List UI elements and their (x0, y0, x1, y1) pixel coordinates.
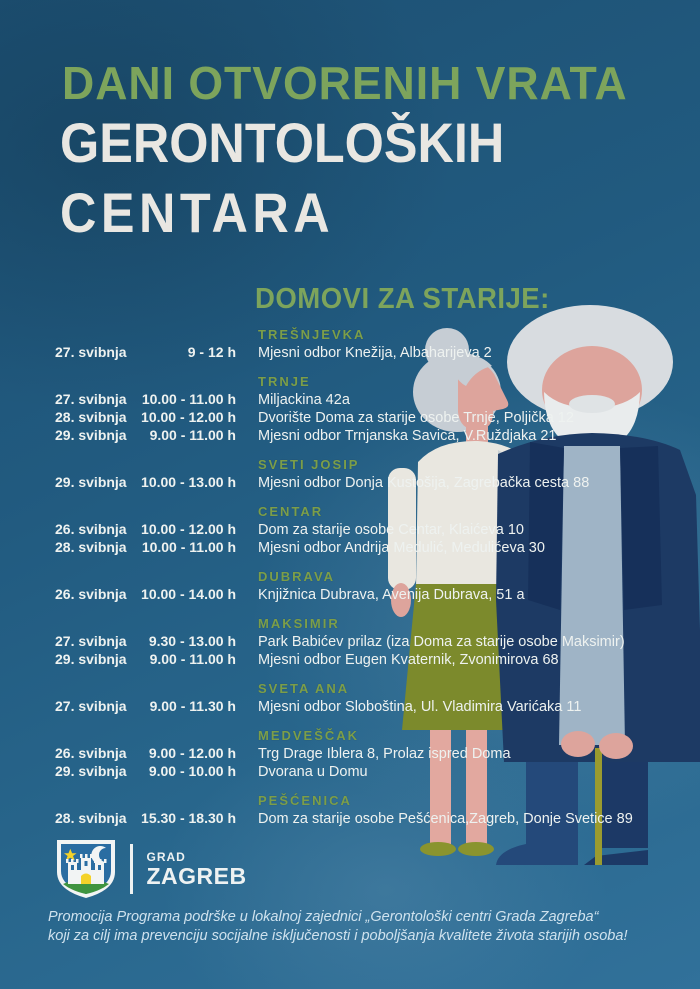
city-logo (55, 838, 247, 900)
event-row (55, 474, 680, 492)
district-header-row (55, 503, 680, 521)
event-time: 9.00 - 10.00 h (148, 763, 236, 779)
event-location: Dom za starije osobe Pešćenica,Zagreb, Donje Svetice 89 (258, 811, 633, 827)
event-date: 27. svibnja (55, 633, 127, 649)
poster-title-line1: DANI OTVORENIH VRATA (62, 57, 628, 109)
event-datetime (55, 539, 258, 556)
footer-line2: koji za cilj ima prevenciju socijalne isključenosti i poboljšanja kvalitete života starijih osoba! (48, 928, 628, 944)
footer-line1: Promocija Programa podrške u lokalnoj zajednici „Gerontološki centri Grada Zagreba“ (48, 909, 599, 925)
event-time: 9.00 - 11.00 h (149, 651, 236, 667)
event-location: Dvorana u Domu (258, 764, 368, 780)
event-date: 28. svibnja (55, 539, 127, 555)
event-row (55, 586, 680, 604)
event-location: Trg Drage Iblera 8, Prolaz ispred Doma (258, 746, 511, 762)
schedule-group (55, 680, 680, 716)
event-datetime (55, 427, 258, 444)
district-header-row (55, 456, 680, 474)
event-datetime (55, 344, 258, 361)
event-location: Mjesni odbor Donja Kustošija, Zagrebačka cesta 88 (258, 475, 590, 491)
district-header-row (55, 373, 680, 391)
event-time: 10.00 - 14.00 h (141, 586, 236, 602)
event-row (55, 745, 680, 763)
event-location: Mjesni odbor Sloboština, Ul. Vladimira Varićaka 11 (258, 699, 582, 715)
event-time: 9.00 - 11.30 h (149, 698, 236, 714)
event-time: 9.00 - 11.00 h (149, 427, 236, 443)
logo-grad-label: GRAD (146, 850, 186, 864)
event-location: Mjesni odbor Knežija, Albaharijeva 2 (258, 345, 492, 361)
district-header-row (55, 680, 680, 698)
event-row (55, 651, 680, 669)
event-location: Mjesni odbor Eugen Kvaternik, Zvonimirova 68 (258, 652, 559, 668)
schedule-group (55, 727, 680, 781)
event-row (55, 344, 680, 362)
schedule-group (55, 568, 680, 604)
event-location: Park Babićev prilaz (iza Doma za starije osobe Maksimir) (258, 634, 625, 650)
district-header-row (55, 326, 680, 344)
event-time: 10.00 - 11.00 h (141, 391, 236, 407)
footer-text (48, 908, 678, 946)
event-row (55, 698, 680, 716)
district-heading: MAKSIMIR (258, 616, 340, 631)
event-time: 10.00 - 12.00 h (141, 409, 236, 425)
event-row (55, 810, 680, 828)
event-location: Dvorište Doma za starije osobe Trnje, Poljička 12 (258, 410, 574, 426)
event-date: 29. svibnja (55, 427, 127, 443)
district-heading: TREŠNJEVKA (258, 327, 366, 342)
event-datetime (55, 633, 258, 650)
event-date: 27. svibnja (55, 391, 127, 407)
event-date: 26. svibnja (55, 745, 127, 761)
event-row (55, 391, 680, 409)
poster-title-line2: GERONTOLOŠKIH (60, 111, 505, 174)
event-date: 26. svibnja (55, 521, 127, 537)
event-row (55, 427, 680, 445)
event-location: Mjesni odbor Trnjanska Savica, V.Ruždjaka 21 (258, 428, 557, 444)
event-datetime (55, 651, 258, 668)
schedule (55, 326, 680, 839)
event-datetime (55, 391, 258, 408)
schedule-group (55, 503, 680, 557)
schedule-group (55, 615, 680, 669)
event-row (55, 521, 680, 539)
event-location: Mjesni odbor Andrija Medulić, Medulićeva 30 (258, 540, 545, 556)
event-date: 27. svibnja (55, 698, 127, 714)
event-date: 28. svibnja (55, 810, 127, 826)
event-date: 29. svibnja (55, 651, 127, 667)
event-datetime (55, 763, 258, 780)
event-row (55, 633, 680, 651)
district-heading: TRNJE (258, 374, 311, 389)
event-datetime (55, 586, 258, 603)
event-location: Knjižnica Dubrava, Avenija Dubrava, 51 a (258, 587, 525, 603)
schedule-group (55, 792, 680, 828)
district-header-row (55, 615, 680, 633)
poster-subtitle: DOMOVI ZA STARIJE: (255, 283, 550, 315)
district-header-row (55, 792, 680, 810)
district-heading: SVETI JOSIP (258, 457, 360, 472)
district-header-row (55, 568, 680, 586)
poster-title-line3: CENTARA (60, 181, 335, 244)
event-time: 9.00 - 12.00 h (148, 745, 236, 761)
district-heading: SVETA ANA (258, 681, 350, 696)
event-location: Dom za starije osobe Centar, Klaićeva 10 (258, 522, 524, 538)
district-heading: MEDVEŠČAK (258, 728, 360, 743)
event-time: 10.00 - 13.00 h (141, 474, 236, 490)
event-row (55, 539, 680, 557)
logo-city-label: ZAGREB (146, 863, 247, 889)
event-date: 29. svibnja (55, 474, 127, 490)
event-datetime (55, 745, 258, 762)
event-datetime (55, 698, 258, 715)
district-heading: CENTAR (258, 504, 324, 519)
event-datetime (55, 474, 258, 491)
event-time: 10.00 - 11.00 h (141, 539, 236, 555)
event-date: 26. svibnja (55, 586, 127, 602)
logo-divider (130, 844, 133, 894)
event-datetime (55, 810, 258, 827)
event-time: 9 - 12 h (187, 344, 236, 360)
schedule-group (55, 373, 680, 445)
event-row (55, 763, 680, 781)
schedule-group (55, 326, 680, 362)
event-datetime (55, 409, 258, 426)
event-date: 29. svibnja (55, 763, 127, 779)
district-heading: DUBRAVA (258, 569, 336, 584)
event-location: Miljackina 42a (258, 392, 350, 408)
schedule-group (55, 456, 680, 492)
district-header-row (55, 727, 680, 745)
event-datetime (55, 521, 258, 538)
district-heading: PEŠĆENICA (258, 793, 352, 808)
event-date: 28. svibnja (55, 409, 127, 425)
event-time: 15.30 - 18.30 h (141, 810, 236, 826)
event-date: 27. svibnja (55, 344, 127, 360)
event-time: 9.30 - 13.00 h (148, 633, 236, 649)
event-time: 10.00 - 12.00 h (141, 521, 236, 537)
zagreb-coat-of-arms-icon (55, 838, 117, 900)
event-row (55, 409, 680, 427)
